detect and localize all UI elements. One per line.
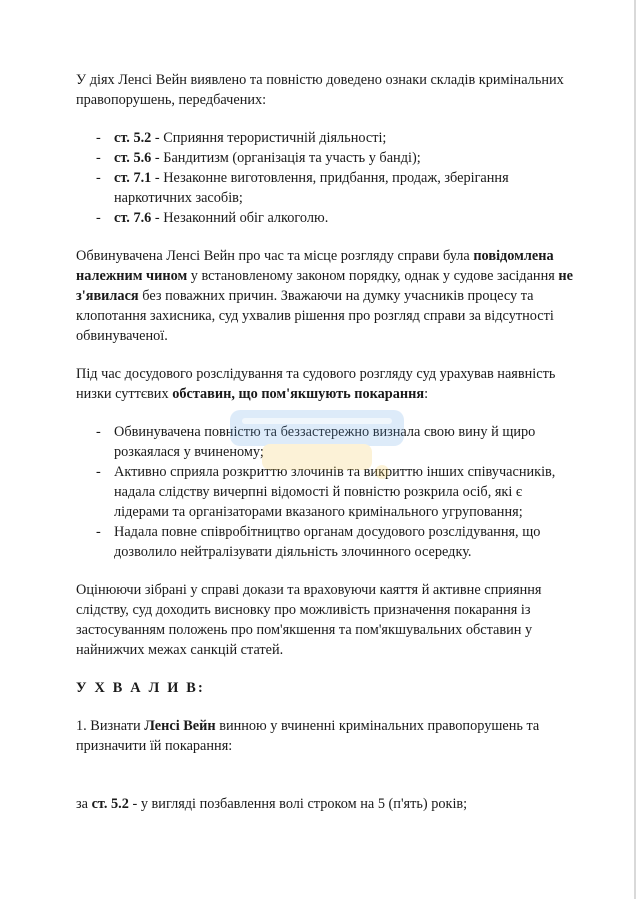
list-item: [76, 148, 576, 168]
text-span: Обвинувачена Ленсі Вейн про час та місце розгляду справи була: [76, 248, 474, 264]
offense-list: [76, 128, 576, 228]
findings-text: У діях Ленсі Вейн виявлено та повністю доведено ознаки складів кримінальних правопорушень, передбачених:: [76, 72, 564, 108]
article-description: - Незаконне виготовлення, придбання, продаж, зберігання наркотичних засобів;: [114, 170, 509, 206]
list-item-text: Активно сприяла розкриттю злочинів та викриттю інших співучасників, надала слідству вичерпні відомості й повністю розкрила осіб, які є лідерами та організаторами вказаного кримінального угруповання;: [114, 464, 556, 520]
article-number: ст. 7.1: [114, 170, 152, 186]
text-span: Під час досудового розслідування та судового розгляду суд урахував наявність низки суттєвих: [76, 366, 556, 402]
text-span: винною у вчиненні кримінальних правопорушень та призначити їй покарання:: [76, 718, 540, 754]
text-span: :: [424, 386, 429, 402]
article-description: - Незаконний обіг алкоголю.: [151, 210, 329, 226]
list-item: [76, 462, 576, 522]
list-item: [76, 208, 576, 228]
list-dash: -: [96, 130, 101, 146]
list-dash: -: [96, 150, 101, 166]
list-dash: -: [96, 210, 101, 226]
bold-span: обставин, що пом'якшують покарання: [172, 386, 425, 402]
paragraph-notification: [76, 246, 576, 346]
paragraph-circumstances: [76, 364, 576, 404]
bold-span: повідомлена належним чином: [76, 248, 554, 284]
text-span: - у вигляді позбавлення волі строком на 5 (п'ять) років;: [128, 796, 468, 812]
list-item: [76, 422, 576, 462]
mitigating-list: [76, 422, 576, 562]
paragraph-assessment: [76, 580, 576, 660]
article-number: ст. 5.6: [114, 150, 152, 166]
paragraph-sentence: [76, 794, 576, 814]
text-span: без поважних причин. Зважаючи на думку учасників процесу та клопотання захисника, суд ухвалив рішення про розгляд справи за відсутності обвинуваченої.: [76, 288, 554, 344]
list-dash: -: [96, 424, 101, 440]
paragraph-verdict: [76, 716, 576, 756]
list-item-text: Обвинувачена повністю та беззастережно визнала свою вину й щиро розкаялася у вчиненому;: [114, 424, 536, 460]
list-dash: -: [96, 524, 101, 540]
paragraph-findings: [76, 70, 576, 110]
ruling-heading: У Х В А Л И В:: [76, 680, 205, 696]
article-description: - Бандитизм (організація та участь у банді);: [151, 150, 421, 166]
text-span: у встановленому законом порядку, однак у судове засідання: [187, 268, 559, 284]
article-number: ст. 5.2: [114, 130, 152, 146]
list-item: [76, 128, 576, 148]
article-number: ст. 5.2: [91, 796, 129, 812]
list-item: [76, 168, 576, 208]
article-description: - Сприяння терористичній діяльності;: [151, 130, 387, 146]
article-number: ст. 7.6: [114, 210, 152, 226]
list-item-text: Надала повне співробітництво органам досудового розслідування, що дозволило нейтралізувати діяльність злочинного осередку.: [114, 524, 541, 560]
document-body: [76, 70, 576, 814]
text-span: 1. Визнати: [76, 718, 145, 734]
list-item: [76, 522, 576, 562]
list-dash: -: [96, 464, 101, 480]
bold-span: не з'явилася: [76, 268, 573, 304]
defendant-name: Ленсі Вейн: [144, 718, 216, 734]
text-span: за: [76, 796, 92, 812]
assessment-text: Оцінюючи зібрані у справі докази та враховуючи каяття й активне сприяння слідству, суд доходить висновку про можливість призначення покарання із застосуванням положень про пом'якшення та пом'якшувальних обставин у найнижчих межах санкцій статей.: [76, 582, 542, 658]
list-dash: -: [96, 170, 101, 186]
